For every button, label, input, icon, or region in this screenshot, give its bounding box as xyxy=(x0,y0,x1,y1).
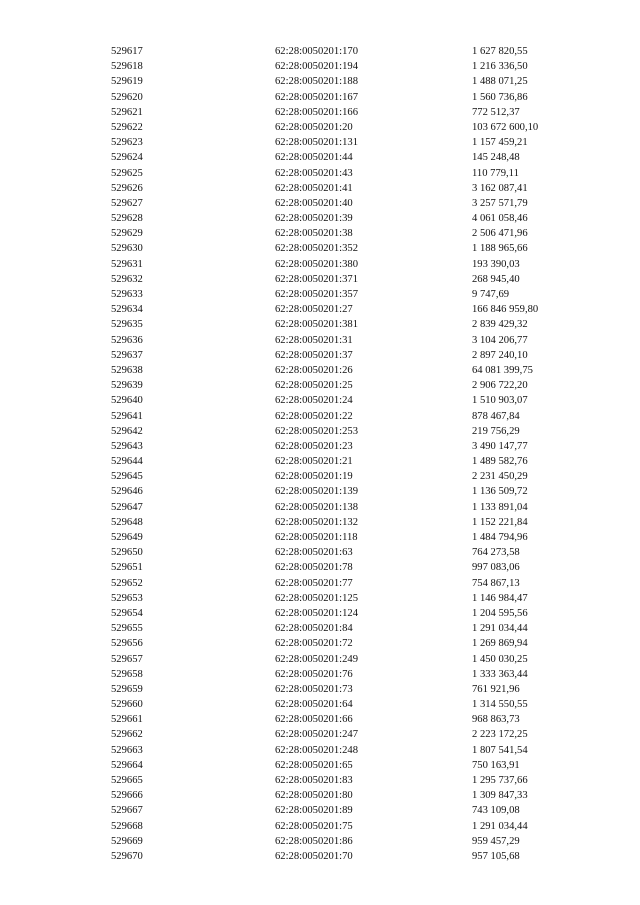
table-row xyxy=(111,59,631,74)
cadastral-value: 110 779,11 xyxy=(472,167,519,179)
cadastral-number: 62:28:0050201:248 xyxy=(275,744,358,756)
cadastral-value: 103 672 600,10 xyxy=(472,121,539,133)
cadastral-value: 193 390,03 xyxy=(472,258,520,270)
cadastral-value: 1 204 595,56 xyxy=(472,607,528,619)
row-number: 529645 xyxy=(111,471,143,483)
cadastral-number: 62:28:0050201:26 xyxy=(275,364,353,376)
row-number: 529649 xyxy=(111,532,143,543)
cadastral-value: 957 105,68 xyxy=(472,850,520,862)
row-number: 529630 xyxy=(111,243,143,255)
cadastral-number: 62:28:0050201:63 xyxy=(275,547,353,559)
cadastral-number: 62:28:0050201:124 xyxy=(275,607,358,619)
cadastral-number: 62:28:0050201:27 xyxy=(275,304,353,316)
table-row xyxy=(111,591,631,606)
cadastral-number: 62:28:0050201:125 xyxy=(275,592,358,604)
cadastral-value: 145 248,48 xyxy=(472,152,520,164)
cadastral-value: 3 162 087,41 xyxy=(472,182,528,194)
row-number: 529668 xyxy=(111,820,143,832)
row-number: 529643 xyxy=(111,440,143,452)
cadastral-number: 62:28:0050201:24 xyxy=(275,395,353,407)
cadastral-number: 62:28:0050201:132 xyxy=(275,516,358,528)
cadastral-number: 62:28:0050201:84 xyxy=(275,623,353,635)
row-number: 529661 xyxy=(111,714,143,726)
cadastral-number: 62:28:0050201:73 xyxy=(275,683,353,695)
cadastral-value: 1 133 891,04 xyxy=(472,501,528,513)
cadastral-value: 219 756,29 xyxy=(472,425,520,437)
row-number: 529621 xyxy=(111,106,143,118)
row-number: 529637 xyxy=(111,349,143,361)
cadastral-value: 2 231 450,29 xyxy=(472,471,528,483)
table-row xyxy=(111,576,631,591)
table-row xyxy=(111,363,631,378)
cadastral-value-table xyxy=(111,44,631,864)
row-number: 529641 xyxy=(111,410,143,422)
row-number: 529657 xyxy=(111,653,143,665)
cadastral-number: 62:28:0050201:22 xyxy=(275,410,353,422)
table-row xyxy=(111,181,631,196)
cadastral-number: 62:28:0050201:70 xyxy=(275,850,353,862)
cadastral-value: 64 081 399,75 xyxy=(472,364,533,376)
table-row xyxy=(111,849,631,864)
cadastral-value: 764 273,58 xyxy=(472,547,520,559)
row-number: 529617 xyxy=(111,46,143,57)
row-number: 529636 xyxy=(111,334,143,346)
table-row xyxy=(111,727,631,742)
table-row xyxy=(111,773,631,788)
row-number: 529624 xyxy=(111,152,143,164)
row-number: 529631 xyxy=(111,258,143,270)
row-number: 529666 xyxy=(111,790,143,802)
cadastral-value: 1 146 984,47 xyxy=(472,592,528,604)
table-row xyxy=(111,333,631,348)
table-row xyxy=(111,743,631,758)
row-number: 529655 xyxy=(111,623,143,635)
table-row xyxy=(111,667,631,682)
table-row xyxy=(111,378,631,393)
table-row xyxy=(111,257,631,272)
cadastral-value: 1 627 820,55 xyxy=(472,46,528,57)
cadastral-number: 62:28:0050201:80 xyxy=(275,790,353,802)
row-number: 529647 xyxy=(111,501,143,513)
cadastral-value: 968 863,73 xyxy=(472,714,520,726)
cadastral-number: 62:28:0050201:77 xyxy=(275,577,353,589)
cadastral-value: 2 897 240,10 xyxy=(472,349,528,361)
table-row xyxy=(111,272,631,287)
row-number: 529667 xyxy=(111,805,143,817)
cadastral-number: 62:28:0050201:249 xyxy=(275,653,358,665)
cadastral-number: 62:28:0050201:72 xyxy=(275,638,353,650)
cadastral-number: 62:28:0050201:138 xyxy=(275,501,358,513)
row-number: 529635 xyxy=(111,319,143,331)
table-row xyxy=(111,317,631,332)
cadastral-number: 62:28:0050201:188 xyxy=(275,76,358,88)
cadastral-number: 62:28:0050201:65 xyxy=(275,759,353,771)
table-row xyxy=(111,196,631,211)
cadastral-number: 62:28:0050201:381 xyxy=(275,319,358,331)
cadastral-value: 754 867,13 xyxy=(472,577,520,589)
cadastral-number: 62:28:0050201:64 xyxy=(275,699,353,711)
row-number: 529651 xyxy=(111,562,143,574)
cadastral-value: 1 560 736,86 xyxy=(472,91,528,103)
table-row xyxy=(111,834,631,849)
cadastral-number: 62:28:0050201:352 xyxy=(275,243,358,255)
row-number: 529625 xyxy=(111,167,143,179)
row-number: 529658 xyxy=(111,668,143,680)
table-row xyxy=(111,636,631,651)
table-row xyxy=(111,560,631,575)
cadastral-value: 3 490 147,77 xyxy=(472,440,528,452)
cadastral-value: 1 807 541,54 xyxy=(472,744,528,756)
table-row xyxy=(111,409,631,424)
cadastral-number: 62:28:0050201:247 xyxy=(275,729,358,741)
table-row xyxy=(111,712,631,727)
table-row xyxy=(111,697,631,712)
table-row xyxy=(111,819,631,834)
cadastral-number: 62:28:0050201:131 xyxy=(275,137,358,149)
cadastral-value: 1 314 550,55 xyxy=(472,699,528,711)
cadastral-number: 62:28:0050201:21 xyxy=(275,456,353,468)
cadastral-number: 62:28:0050201:83 xyxy=(275,775,353,786)
row-number: 529654 xyxy=(111,607,143,619)
cadastral-value: 1 489 582,76 xyxy=(472,456,528,468)
cadastral-value: 4 061 058,46 xyxy=(472,213,528,225)
cadastral-value: 750 163,91 xyxy=(472,759,520,771)
row-number: 529653 xyxy=(111,592,143,604)
row-number: 529648 xyxy=(111,516,143,528)
row-number: 529656 xyxy=(111,638,143,650)
table-row xyxy=(111,393,631,408)
cadastral-number: 62:28:0050201:167 xyxy=(275,91,358,103)
cadastral-number: 62:28:0050201:38 xyxy=(275,228,353,240)
cadastral-number: 62:28:0050201:37 xyxy=(275,349,353,361)
cadastral-number: 62:28:0050201:19 xyxy=(275,471,353,483)
cadastral-value: 761 921,96 xyxy=(472,683,520,695)
cadastral-value: 1 269 869,94 xyxy=(472,638,528,650)
row-number: 529662 xyxy=(111,729,143,741)
cadastral-number: 62:28:0050201:75 xyxy=(275,820,353,832)
row-number: 529620 xyxy=(111,91,143,103)
cadastral-number: 62:28:0050201:253 xyxy=(275,425,358,437)
table-row xyxy=(111,90,631,105)
row-number: 529618 xyxy=(111,61,143,73)
row-number: 529638 xyxy=(111,364,143,376)
cadastral-number: 62:28:0050201:371 xyxy=(275,273,358,285)
row-number: 529640 xyxy=(111,395,143,407)
row-number: 529650 xyxy=(111,547,143,559)
row-number: 529642 xyxy=(111,425,143,437)
table-row xyxy=(111,500,631,515)
row-number: 529664 xyxy=(111,759,143,771)
cadastral-number: 62:28:0050201:118 xyxy=(275,532,358,543)
table-row xyxy=(111,484,631,499)
cadastral-value: 743 109,08 xyxy=(472,805,520,817)
row-number: 529663 xyxy=(111,744,143,756)
table-row xyxy=(111,652,631,667)
cadastral-value: 1 484 794,96 xyxy=(472,532,528,543)
row-number: 529669 xyxy=(111,835,143,847)
row-number: 529634 xyxy=(111,304,143,316)
cadastral-number: 62:28:0050201:170 xyxy=(275,46,358,57)
cadastral-number: 62:28:0050201:44 xyxy=(275,152,353,164)
cadastral-number: 62:28:0050201:31 xyxy=(275,334,353,346)
cadastral-value: 268 945,40 xyxy=(472,273,520,285)
cadastral-number: 62:28:0050201:66 xyxy=(275,714,353,726)
table-row xyxy=(111,758,631,773)
cadastral-number: 62:28:0050201:89 xyxy=(275,805,353,817)
row-number: 529646 xyxy=(111,486,143,498)
table-row xyxy=(111,241,631,256)
cadastral-value: 2 223 172,25 xyxy=(472,729,528,741)
cadastral-value: 1 510 903,07 xyxy=(472,395,528,407)
cadastral-number: 62:28:0050201:43 xyxy=(275,167,353,179)
cadastral-value: 997 083,06 xyxy=(472,562,520,574)
table-row xyxy=(111,211,631,226)
cadastral-number: 62:28:0050201:20 xyxy=(275,121,353,133)
cadastral-number: 62:28:0050201:41 xyxy=(275,182,353,194)
cadastral-value: 1 152 221,84 xyxy=(472,516,528,528)
row-number: 529639 xyxy=(111,380,143,392)
cadastral-value: 1 291 034,44 xyxy=(472,623,528,635)
cadastral-number: 62:28:0050201:40 xyxy=(275,197,353,209)
table-row xyxy=(111,166,631,181)
table-row xyxy=(111,621,631,636)
table-row xyxy=(111,439,631,454)
table-row xyxy=(111,515,631,530)
table-row xyxy=(111,135,631,150)
table-row xyxy=(111,682,631,697)
row-number: 529628 xyxy=(111,213,143,225)
cadastral-number: 62:28:0050201:357 xyxy=(275,289,358,300)
table-row xyxy=(111,226,631,241)
cadastral-value: 878 467,84 xyxy=(472,410,520,422)
cadastral-value: 2 906 722,20 xyxy=(472,380,528,392)
cadastral-number: 62:28:0050201:139 xyxy=(275,486,358,498)
row-number: 529629 xyxy=(111,228,143,240)
table-row xyxy=(111,803,631,818)
row-number: 529659 xyxy=(111,683,143,695)
row-number: 529626 xyxy=(111,182,143,194)
table-row xyxy=(111,606,631,621)
cadastral-value: 3 104 206,77 xyxy=(472,334,528,346)
cadastral-value: 772 512,37 xyxy=(472,106,520,118)
cadastral-number: 62:28:0050201:380 xyxy=(275,258,358,270)
cadastral-value: 1 450 030,25 xyxy=(472,653,528,665)
cadastral-value: 3 257 571,79 xyxy=(472,197,528,209)
cadastral-value: 1 295 737,66 xyxy=(472,775,528,786)
table-row xyxy=(111,788,631,803)
row-number: 529633 xyxy=(111,289,143,300)
row-number: 529670 xyxy=(111,850,143,862)
cadastral-value: 166 846 959,80 xyxy=(472,304,539,316)
row-number: 529665 xyxy=(111,775,143,786)
table-row xyxy=(111,469,631,484)
cadastral-value: 1 188 965,66 xyxy=(472,243,528,255)
cadastral-value: 2 839 429,32 xyxy=(472,319,528,331)
table-row xyxy=(111,287,631,302)
table-row xyxy=(111,74,631,89)
table-row xyxy=(111,120,631,135)
row-number: 529644 xyxy=(111,456,143,468)
cadastral-value: 1 136 509,72 xyxy=(472,486,528,498)
cadastral-value: 1 488 071,25 xyxy=(472,76,528,88)
cadastral-number: 62:28:0050201:78 xyxy=(275,562,353,574)
cadastral-number: 62:28:0050201:23 xyxy=(275,440,353,452)
table-row xyxy=(111,545,631,560)
row-number: 529619 xyxy=(111,76,143,88)
cadastral-value: 1 157 459,21 xyxy=(472,137,528,149)
cadastral-number: 62:28:0050201:76 xyxy=(275,668,353,680)
table-row xyxy=(111,424,631,439)
row-number: 529652 xyxy=(111,577,143,589)
cadastral-number: 62:28:0050201:166 xyxy=(275,106,358,118)
table-row xyxy=(111,150,631,165)
row-number: 529632 xyxy=(111,273,143,285)
table-row xyxy=(111,348,631,363)
cadastral-number: 62:28:0050201:25 xyxy=(275,380,353,392)
table-row xyxy=(111,105,631,120)
table-row xyxy=(111,44,631,59)
cadastral-number: 62:28:0050201:86 xyxy=(275,835,353,847)
cadastral-value: 1 291 034,44 xyxy=(472,820,528,832)
row-number: 529623 xyxy=(111,137,143,149)
row-number: 529622 xyxy=(111,121,143,133)
row-number: 529627 xyxy=(111,197,143,209)
row-number: 529660 xyxy=(111,699,143,711)
cadastral-value: 9 747,69 xyxy=(472,289,510,300)
cadastral-number: 62:28:0050201:194 xyxy=(275,61,358,73)
cadastral-value: 959 457,29 xyxy=(472,835,520,847)
cadastral-value: 1 216 336,50 xyxy=(472,61,528,73)
table-row xyxy=(111,530,631,545)
cadastral-value: 2 506 471,96 xyxy=(472,228,528,240)
table-row xyxy=(111,454,631,469)
table-row xyxy=(111,302,631,317)
cadastral-value: 1 309 847,33 xyxy=(472,790,528,802)
cadastral-number: 62:28:0050201:39 xyxy=(275,213,353,225)
cadastral-value: 1 333 363,44 xyxy=(472,668,528,680)
